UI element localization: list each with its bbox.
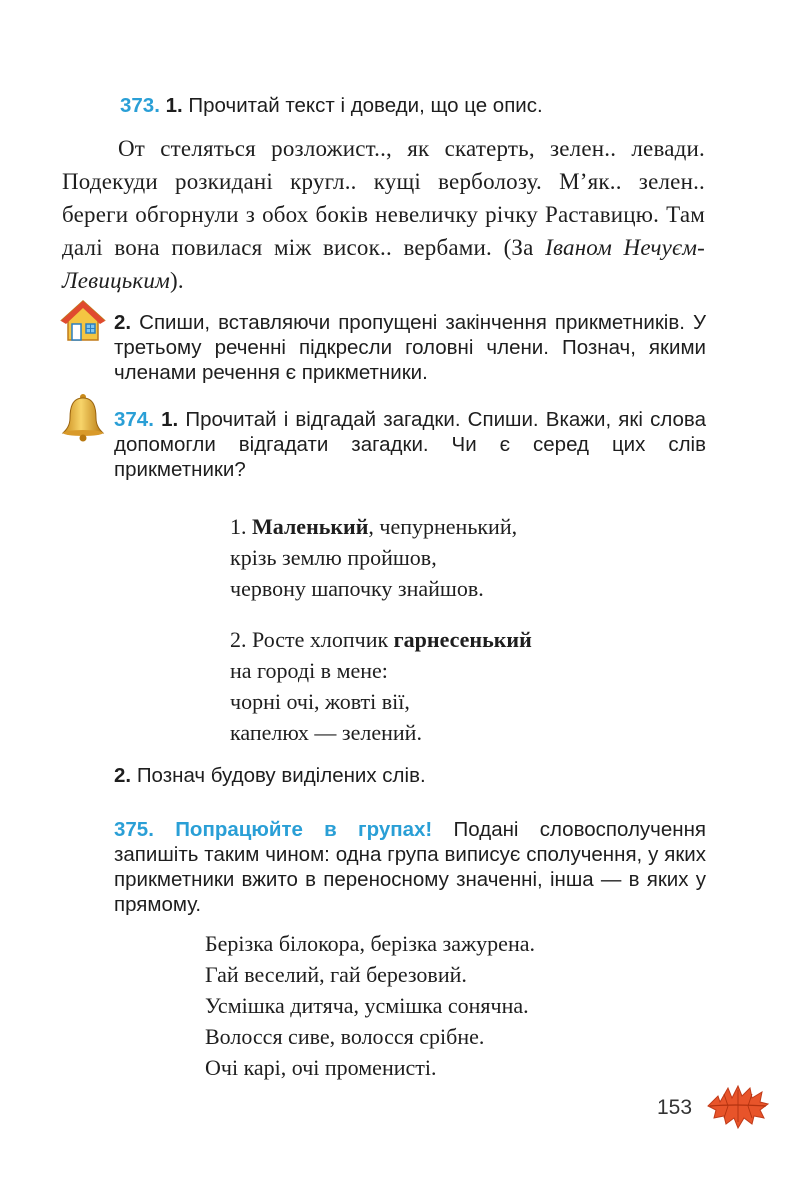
ex373-task2: [114, 310, 706, 385]
ex374-task1-text: Прочитай і відгадай загадки. Спиши. Вкажи, які слова допомогли відгадати загадки. Чи є серед цих слів прикметники?: [114, 408, 706, 481]
ex375-list: [205, 928, 535, 1083]
riddle-1: [230, 511, 517, 604]
riddle-2-line-2: на городі в мене:: [230, 658, 388, 683]
riddle-2-line-1: [230, 624, 532, 655]
riddle-2-line-1-start: 2. Росте хлопчик: [230, 627, 394, 652]
page-number: 153: [657, 1096, 693, 1119]
ex373-attribution-close: ).: [169, 268, 184, 293]
ex374-task1: [114, 407, 706, 482]
ex374-number: 374.: [114, 408, 154, 431]
ex374-task1-num: 1.: [161, 408, 179, 431]
riddle-1-line-3: червону шапочку знайшов.: [230, 576, 484, 601]
riddle-2-bold-word: гарнесенький: [393, 627, 532, 652]
ex375-task-text: Подані словосполучення запишіть таким чином: одна група виписує сполучення, у яких прикметники вжито в переносному значенні, інша — в яких у прямому.: [114, 818, 706, 916]
ex375-line: Берізка білокора, берізка зажурена.: [205, 931, 535, 956]
ex373-attribution-open: (За: [503, 235, 546, 260]
ex375-line: Очі карі, очі променисті.: [205, 1055, 437, 1080]
home-icon: [60, 298, 106, 344]
riddle-2-line-4: капелюх — зелений.: [230, 720, 422, 745]
riddle-1-num: 1.: [230, 514, 247, 539]
ex373-paragraph: [62, 132, 705, 297]
ex373-paragraph-text: От стеляться розложист.., як скатерть, зелен.. левади. Подекуди розкидані кругл.. кущі верболозу. М’як.. зелен.. береги обгорнули з обох боків невеличку річку Раставицю. Там далі вона повилася між висок.. вербами.: [62, 136, 705, 260]
ex374-task2-text: Познач будову виділених слів.: [136, 764, 426, 787]
ex375-line: Усмішка дитяча, усмішка сонячна.: [205, 993, 529, 1018]
ex373-task2-num: 2.: [114, 311, 132, 334]
ex375-line: Гай веселий, гай березовий.: [205, 962, 467, 987]
ex373-task1: [120, 93, 680, 118]
riddle-1-line-1: [230, 511, 517, 542]
ex373-attribution-author: Іваном Нечуєм-Левицьким: [62, 235, 706, 293]
riddle-1-bold-word: Маленький: [252, 514, 369, 539]
ex373-task1-text: Прочитай текст і доведи, що це опис.: [188, 94, 543, 117]
ex373-task1-num: 1.: [165, 94, 183, 117]
ex374-task2-num: 2.: [114, 764, 132, 787]
bell-icon: [60, 392, 106, 442]
ex375-heading: Попрацюйте в групах!: [175, 818, 433, 841]
ex375-line: Волосся сиве, волосся срібне.: [205, 1024, 485, 1049]
ex373-number: 373.: [120, 94, 160, 117]
riddle-1-line-1-rest: , чепурненький,: [368, 514, 518, 539]
ex373-task2-text: Спиши, вставляючи пропущені закінчення прикметників. У третьому реченні підкресли головні члени. Познач, якими членами речення є прикметники.: [114, 311, 706, 384]
ex375-number: 375.: [114, 818, 154, 841]
riddle-2: [230, 624, 532, 748]
riddle-2-line-3: чорні очі, жовті вії,: [230, 689, 410, 714]
leaf-icon: [704, 1082, 770, 1132]
ex375-task: [114, 817, 706, 917]
ex374-task2: [114, 763, 706, 788]
riddle-1-line-2: крізь землю пройшов,: [230, 545, 437, 570]
